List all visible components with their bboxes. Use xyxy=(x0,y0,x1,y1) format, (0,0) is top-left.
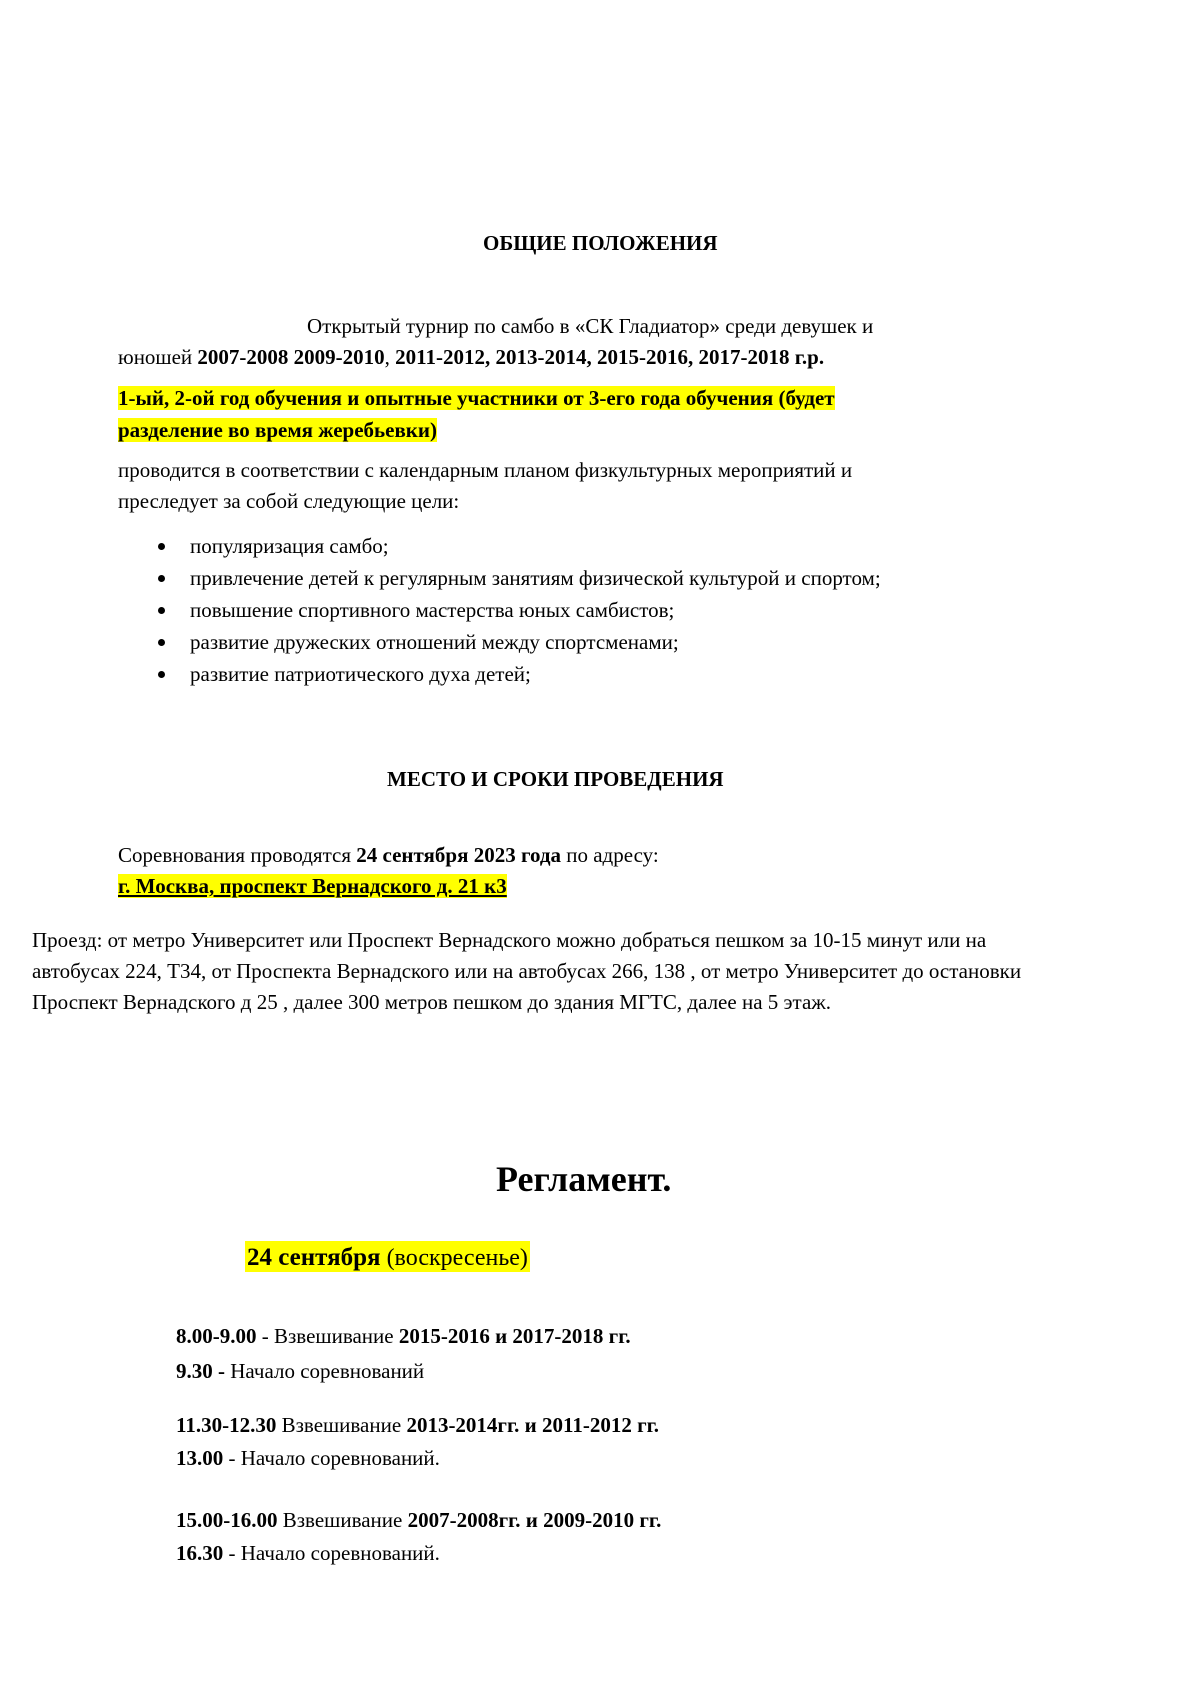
directions-line-2: автобусах 224, Т34, от Проспекта Вернадского или на автобусах 266, 138 , от метро Университет до остановки xyxy=(32,959,1022,983)
venue-address: г. Москва, проспект Вернадского д. 21 к3 xyxy=(118,874,507,898)
list-item: популяризация самбо; xyxy=(158,530,881,562)
intro-paragraph xyxy=(118,311,873,373)
training-note-line-2: разделение во время жеребьевки) xyxy=(118,418,437,442)
purpose-paragraph xyxy=(118,455,852,517)
venue-paragraph xyxy=(118,840,659,902)
schedule-weekday: (воскресенье) xyxy=(380,1245,528,1271)
schedule-row: 8.00-9.00 - Взвешивание 2015-2016 и 2017-2018 гг. xyxy=(176,1324,631,1348)
intro-line-1: Открытый турнир по самбо в «СК Гладиатор» среди девушек и xyxy=(307,314,874,338)
list-item: развитие дружеских отношений между спортсменами; xyxy=(158,626,881,658)
bullet-icon xyxy=(158,639,165,646)
event-date: 24 сентября 2023 года xyxy=(356,843,561,867)
bullet-icon xyxy=(158,607,165,614)
intro-years-a: 2007-2008 2009-2010 xyxy=(197,345,385,369)
schedule-row: 16.30 - Начало соревнований. xyxy=(176,1541,440,1565)
list-item: развитие патриотического духа детей; xyxy=(158,658,881,690)
intro-line-2 xyxy=(118,342,873,373)
directions-line-1: Проезд: от метро Университет или Проспект Вернадского можно добраться пешком за 10-15 минут или на xyxy=(32,928,987,952)
bullet-icon xyxy=(158,575,165,582)
schedule-title: Регламент. xyxy=(496,1159,672,1199)
held-suffix: по адресу: xyxy=(560,843,659,867)
schedule-row: 15.00-16.00 Взвешивание 2007-2008гг. и 2009-2010 гг. xyxy=(176,1508,662,1532)
list-item: привлечение детей к регулярным занятиям физической культурой и спортом; xyxy=(158,562,881,594)
training-note-line-1: 1-ый, 2-ой год обучения и опытные участники от 3-его года обучения (будет xyxy=(118,386,835,410)
directions-line-3: Проспект Вернадского д 25 , далее 300 метров пешком до здания МГТС, далее на 5 этаж. xyxy=(32,990,832,1014)
bullet-icon xyxy=(158,543,165,550)
bullet-icon xyxy=(158,671,165,678)
held-prefix: Соревнования проводятся xyxy=(118,843,357,867)
purpose-line-2: преследует за собой следующие цели: xyxy=(118,489,460,513)
purpose-line-1: проводится в соответствии с календарным планом физкультурных мероприятий и xyxy=(118,458,853,482)
held-line xyxy=(118,840,659,871)
schedule-row: 13.00 - Начало соревнований. xyxy=(176,1446,440,1470)
intro-years-b: 2011-2012, 2013-2014, 2015-2016, 2017-2018 г.р. xyxy=(395,345,825,369)
list-item: повышение спортивного мастерства юных самбистов; xyxy=(158,594,881,626)
intro-comma: , xyxy=(384,345,396,369)
schedule-day: 24 сентября xyxy=(247,1244,381,1271)
schedule-row: 9.30 - Начало соревнований xyxy=(176,1359,425,1383)
schedule-date xyxy=(245,1241,530,1272)
directions-paragraph xyxy=(32,925,1021,1018)
training-years-note xyxy=(118,382,835,446)
intro-prefix: юношей xyxy=(118,345,198,369)
section-title-venue: МЕСТО И СРОКИ ПРОВЕДЕНИЯ xyxy=(387,767,724,791)
section-title-general: ОБЩИЕ ПОЛОЖЕНИЯ xyxy=(483,231,718,255)
goals-list xyxy=(158,530,881,690)
schedule-row: 11.30-12.30 Взвешивание 2013-2014гг. и 2011-2012 гг. xyxy=(176,1413,660,1437)
